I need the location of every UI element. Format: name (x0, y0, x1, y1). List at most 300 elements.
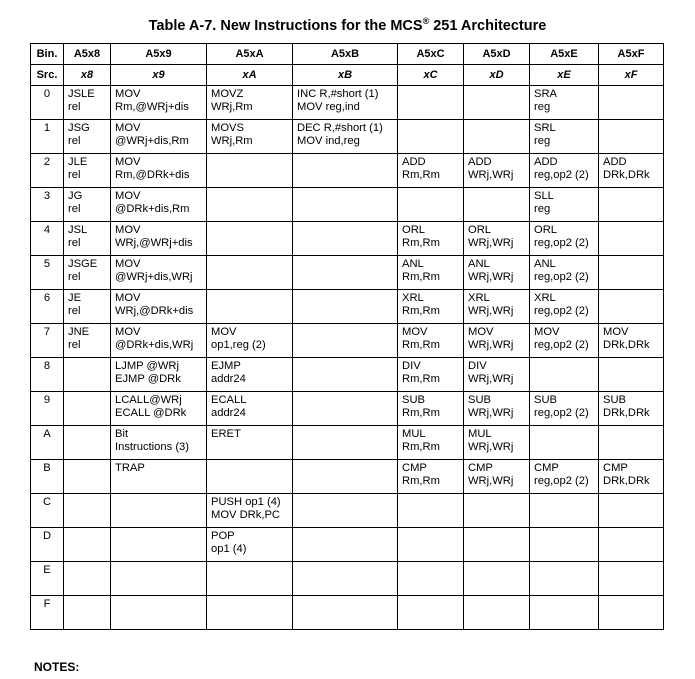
instruction-line: CMP (534, 462, 559, 474)
instruction-line: JSGE (68, 258, 98, 270)
opcode-cell (64, 290, 111, 324)
src-label: Src. (31, 65, 64, 86)
opcode-cell (599, 86, 664, 120)
instruction-line: WRj,Rm (211, 101, 253, 113)
instruction-line: JNE (68, 326, 90, 338)
table-row (31, 358, 664, 392)
bin-header-row (31, 44, 664, 65)
opcode-cell (599, 392, 664, 426)
bin-header-cell: A5xD (464, 44, 530, 65)
instruction-line: DEC R,#short (1) (297, 122, 383, 134)
instruction-line: SUB (603, 394, 627, 406)
opcode-cell (207, 562, 293, 596)
instruction-line: EJMP @DRk (115, 373, 181, 385)
opcode-cell (599, 256, 664, 290)
src-header-cell: xE (530, 65, 599, 86)
instruction-line: rel (68, 305, 81, 317)
instruction-line: MOV (115, 224, 141, 236)
opcode-cell (398, 290, 464, 324)
instruction-line: SRA (534, 88, 558, 100)
row-src-label: E (31, 562, 64, 596)
table-row (31, 562, 664, 596)
opcode-cell (293, 460, 398, 494)
opcode-cell (293, 86, 398, 120)
instruction-line: Rm,@WRj+dis (115, 101, 189, 113)
opcode-cell (64, 426, 111, 460)
opcode-cell (599, 596, 664, 630)
instruction-line: WRj,WRj (468, 407, 514, 419)
opcode-cell (464, 290, 530, 324)
opcode-cell (599, 494, 664, 528)
instruction-line: reg (534, 203, 551, 215)
instruction-line: JSG (68, 122, 90, 134)
row-src-label: 9 (31, 392, 64, 426)
opcode-cell (398, 392, 464, 426)
table-row (31, 324, 664, 358)
opcode-cell (530, 460, 599, 494)
instruction-line: EJMP (211, 360, 241, 372)
instruction-line: WRj,@WRj+dis (115, 237, 193, 249)
instruction-line: WRj,WRj (468, 441, 514, 453)
instruction-line: POP (211, 530, 235, 542)
opcode-cell (111, 120, 207, 154)
table-title-suffix: 251 Architecture (429, 17, 547, 34)
instruction-line: MOV reg,ind (297, 101, 360, 113)
table-row (31, 256, 664, 290)
opcode-cell (207, 528, 293, 562)
instruction-line: MOV (211, 326, 237, 338)
opcode-cell (111, 460, 207, 494)
instruction-line: reg,op2 (2) (534, 169, 589, 181)
opcode-cell (111, 290, 207, 324)
instruction-line: Rm,Rm (402, 237, 440, 249)
opcode-cell (293, 392, 398, 426)
instruction-line: WRj,WRj (468, 271, 514, 283)
opcode-cell (599, 358, 664, 392)
instruction-line: MOV DRk,PC (211, 509, 280, 521)
registered-mark: ® (422, 16, 430, 26)
instruction-line: XRL (468, 292, 490, 304)
src-header-cell: xC (398, 65, 464, 86)
instruction-line: WRj,WRj (468, 475, 514, 487)
instruction-line: MOV (115, 88, 141, 100)
instruction-line: addr24 (211, 373, 246, 385)
opcode-cell (398, 596, 464, 630)
instruction-line: DRk,DRk (603, 339, 650, 351)
opcode-cell (207, 256, 293, 290)
opcode-cell (293, 596, 398, 630)
instruction-line: MOVZ (211, 88, 244, 100)
opcode-cell (207, 222, 293, 256)
src-header-cell: xF (599, 65, 664, 86)
opcode-cell (64, 528, 111, 562)
instruction-line: ANL (468, 258, 490, 270)
opcode-cell (530, 528, 599, 562)
opcode-cell (599, 324, 664, 358)
opcode-cell (293, 120, 398, 154)
opcode-cell (64, 120, 111, 154)
row-src-label: 1 (31, 120, 64, 154)
instruction-line: ANL (402, 258, 424, 270)
instruction-line: rel (68, 237, 81, 249)
opcode-cell (64, 596, 111, 630)
opcode-cell (599, 528, 664, 562)
opcode-cell (464, 528, 530, 562)
bin-label: Bin. (31, 44, 64, 65)
instruction-line: XRL (402, 292, 424, 304)
opcode-cell (293, 154, 398, 188)
opcode-cell (464, 460, 530, 494)
instruction-line: CMP (402, 462, 427, 474)
opcode-cell (111, 528, 207, 562)
opcode-cell (530, 256, 599, 290)
opcode-map-table (30, 43, 664, 630)
opcode-cell (293, 528, 398, 562)
instruction-line: ANL (534, 258, 556, 270)
instruction-line: Rm,Rm (402, 271, 440, 283)
opcode-cell (207, 392, 293, 426)
opcode-cell (398, 562, 464, 596)
src-header-cell: xB (293, 65, 398, 86)
row-src-label: 6 (31, 290, 64, 324)
opcode-cell (599, 188, 664, 222)
instruction-line: DRk,DRk (603, 475, 650, 487)
src-header-cell: xA (207, 65, 293, 86)
opcode-cell (599, 154, 664, 188)
opcode-cell (530, 494, 599, 528)
opcode-cell (64, 460, 111, 494)
row-src-label: 3 (31, 188, 64, 222)
instruction-line: CMP (603, 462, 628, 474)
opcode-cell (398, 528, 464, 562)
opcode-cell (530, 290, 599, 324)
opcode-cell (64, 222, 111, 256)
opcode-cell (464, 324, 530, 358)
opcode-cell (464, 392, 530, 426)
opcode-cell (599, 290, 664, 324)
opcode-cell (207, 358, 293, 392)
instruction-line: Rm,Rm (402, 373, 440, 385)
opcode-cell (111, 358, 207, 392)
opcode-cell (398, 120, 464, 154)
instruction-line: ECALL (211, 394, 247, 406)
instruction-line: MUL (468, 428, 492, 440)
instruction-line: DIV (468, 360, 487, 372)
src-header-cell: x9 (111, 65, 207, 86)
opcode-cell (111, 86, 207, 120)
opcode-cell (64, 86, 111, 120)
instruction-line: MOV (534, 326, 560, 338)
instruction-line: ECALL @DRk (115, 407, 187, 419)
opcode-cell (398, 86, 464, 120)
opcode-cell (599, 426, 664, 460)
instruction-line: LCALL@WRj (115, 394, 182, 406)
opcode-cell (293, 426, 398, 460)
bin-header-cell: A5xE (530, 44, 599, 65)
instruction-line: INC R,#short (1) (297, 88, 379, 100)
instruction-line: Instructions (3) (115, 441, 189, 453)
instruction-line: @DRk+dis,Rm (115, 203, 190, 215)
opcode-cell (111, 392, 207, 426)
instruction-line: CMP (468, 462, 493, 474)
instruction-line: WRj,WRj (468, 237, 514, 249)
table-row (31, 222, 664, 256)
table-row (31, 86, 664, 120)
src-header-cell: xD (464, 65, 530, 86)
instruction-line: Rm,Rm (402, 475, 440, 487)
instruction-line: rel (68, 101, 81, 113)
opcode-cell (111, 426, 207, 460)
opcode-cell (64, 358, 111, 392)
instruction-line: ADD (468, 156, 492, 168)
row-src-label: 8 (31, 358, 64, 392)
opcode-cell (207, 324, 293, 358)
instruction-line: JLE (68, 156, 88, 168)
opcode-cell (293, 494, 398, 528)
opcode-cell (111, 188, 207, 222)
instruction-line: reg,op2 (2) (534, 407, 589, 419)
opcode-cell (64, 188, 111, 222)
opcode-cell (464, 358, 530, 392)
bin-header-cell: A5xB (293, 44, 398, 65)
instruction-line: reg,op2 (2) (534, 475, 589, 487)
opcode-cell (398, 460, 464, 494)
opcode-cell (530, 426, 599, 460)
instruction-line: MOV (115, 292, 141, 304)
instruction-line: DRk,DRk (603, 407, 650, 419)
instruction-line: JG (68, 190, 83, 202)
instruction-line: ERET (211, 428, 241, 440)
opcode-cell (293, 324, 398, 358)
instruction-line: reg (534, 101, 551, 113)
table-row (31, 426, 664, 460)
opcode-cell (111, 562, 207, 596)
instruction-line: addr24 (211, 407, 246, 419)
row-src-label: F (31, 596, 64, 630)
opcode-cell (464, 494, 530, 528)
opcode-cell (111, 324, 207, 358)
opcode-cell (398, 188, 464, 222)
opcode-cell (64, 392, 111, 426)
opcode-cell (207, 494, 293, 528)
instruction-line: TRAP (115, 462, 145, 474)
opcode-cell (464, 86, 530, 120)
opcode-cell (207, 460, 293, 494)
instruction-line: rel (68, 203, 81, 215)
opcode-cell (64, 324, 111, 358)
table-row (31, 392, 664, 426)
instruction-line: JE (68, 292, 82, 304)
opcode-cell (207, 120, 293, 154)
instruction-line: SRL (534, 122, 556, 134)
opcode-cell (530, 392, 599, 426)
instruction-line: LJMP @WRj (115, 360, 179, 372)
instruction-line: DIV (402, 360, 421, 372)
instruction-line: WRj,WRj (468, 305, 514, 317)
instruction-line: MOV ind,reg (297, 135, 360, 147)
instruction-line: WRj,@DRk+dis (115, 305, 194, 317)
instruction-line: Bit (115, 428, 129, 440)
opcode-cell (464, 154, 530, 188)
instruction-line: WRj,WRj (468, 169, 514, 181)
opcode-cell (207, 596, 293, 630)
row-src-label: 0 (31, 86, 64, 120)
opcode-cell (64, 494, 111, 528)
instruction-line: JSL (68, 224, 88, 236)
table-row (31, 528, 664, 562)
instruction-line: SLL (534, 190, 554, 202)
bin-header-cell: A5x8 (64, 44, 111, 65)
opcode-cell (398, 256, 464, 290)
opcode-cell (293, 290, 398, 324)
opcode-cell (530, 120, 599, 154)
opcode-cell (111, 596, 207, 630)
instruction-line: ADD (402, 156, 426, 168)
opcode-cell (111, 494, 207, 528)
opcode-cell (293, 562, 398, 596)
instruction-line: DRk,DRk (603, 169, 650, 181)
opcode-cell (207, 426, 293, 460)
bin-header-cell: A5xA (207, 44, 293, 65)
opcode-cell (398, 154, 464, 188)
instruction-line: rel (68, 135, 81, 147)
opcode-cell (64, 562, 111, 596)
instruction-line: MOV (115, 190, 141, 202)
instruction-line: MOV (115, 122, 141, 134)
bin-header-cell: A5x9 (111, 44, 207, 65)
opcode-cell (398, 222, 464, 256)
instruction-line: WRj,WRj (468, 339, 514, 351)
instruction-line: reg,op2 (2) (534, 305, 589, 317)
instruction-line: ORL (534, 224, 558, 236)
opcode-cell (464, 188, 530, 222)
row-src-label: 4 (31, 222, 64, 256)
instruction-line: Rm,@DRk+dis (115, 169, 190, 181)
opcode-cell (599, 222, 664, 256)
src-header-cell: x8 (64, 65, 111, 86)
instruction-line: Rm,Rm (402, 305, 440, 317)
instruction-line: ADD (603, 156, 627, 168)
instruction-line: XRL (534, 292, 556, 304)
opcode-cell (464, 222, 530, 256)
src-header-row (31, 65, 664, 86)
opcode-cell (293, 188, 398, 222)
table-row (31, 596, 664, 630)
instruction-line: ORL (402, 224, 426, 236)
opcode-cell (464, 256, 530, 290)
row-src-label: C (31, 494, 64, 528)
instruction-line: SUB (534, 394, 558, 406)
opcode-cell (293, 358, 398, 392)
instruction-line: op1,reg (2) (211, 339, 266, 351)
instruction-line: SUB (468, 394, 492, 406)
table-row (31, 494, 664, 528)
opcode-cell (111, 256, 207, 290)
table-row (31, 460, 664, 494)
opcode-cell (464, 426, 530, 460)
opcode-cell (464, 562, 530, 596)
opcode-cell (530, 86, 599, 120)
instruction-line: MOV (603, 326, 629, 338)
notes-label: NOTES: (34, 660, 80, 674)
opcode-cell (398, 358, 464, 392)
bin-header-cell: A5xF (599, 44, 664, 65)
instruction-line: PUSH op1 (4) (211, 496, 281, 508)
instruction-line: rel (68, 271, 81, 283)
opcode-cell (111, 154, 207, 188)
opcode-cell (398, 426, 464, 460)
instruction-line: op1 (4) (211, 543, 247, 555)
instruction-line: @WRj+dis,WRj (115, 271, 193, 283)
opcode-cell (398, 494, 464, 528)
opcode-cell (207, 86, 293, 120)
row-src-label: 2 (31, 154, 64, 188)
opcode-cell (530, 188, 599, 222)
table-title (0, 16, 695, 34)
table-row (31, 154, 664, 188)
row-src-label: 7 (31, 324, 64, 358)
opcode-cell (530, 358, 599, 392)
opcode-cell (293, 256, 398, 290)
opcode-cell (599, 120, 664, 154)
bin-header-cell: A5xC (398, 44, 464, 65)
instruction-line: rel (68, 339, 81, 351)
opcode-cell (207, 290, 293, 324)
instruction-line: reg,op2 (2) (534, 237, 589, 249)
instruction-line: reg,op2 (2) (534, 339, 589, 351)
instruction-line: MOV (115, 156, 141, 168)
opcode-cell (530, 596, 599, 630)
opcode-cell (599, 562, 664, 596)
instruction-line: WRj,Rm (211, 135, 253, 147)
instruction-line: MOVS (211, 122, 244, 134)
table-row (31, 290, 664, 324)
opcode-cell (111, 222, 207, 256)
instruction-line: MUL (402, 428, 426, 440)
instruction-line: ORL (468, 224, 492, 236)
opcode-cell (464, 120, 530, 154)
instruction-line: reg,op2 (2) (534, 271, 589, 283)
instruction-line: ADD (534, 156, 558, 168)
opcode-cell (530, 222, 599, 256)
opcode-cell (207, 154, 293, 188)
instruction-line: Rm,Rm (402, 169, 440, 181)
opcode-cell (398, 324, 464, 358)
table-body (31, 86, 664, 630)
instruction-line: MOV (115, 326, 141, 338)
row-src-label: A (31, 426, 64, 460)
table-row (31, 120, 664, 154)
instruction-line: @WRj+dis,Rm (115, 135, 189, 147)
table-row (31, 188, 664, 222)
opcode-cell (207, 188, 293, 222)
opcode-cell (530, 154, 599, 188)
instruction-line: Rm,Rm (402, 407, 440, 419)
opcode-cell (530, 562, 599, 596)
opcode-cell (64, 154, 111, 188)
table-title-prefix: Table A-7. New Instructions for the MCS (148, 17, 423, 34)
instruction-line: SUB (402, 394, 426, 406)
opcode-cell (64, 256, 111, 290)
instruction-line: Rm,Rm (402, 339, 440, 351)
opcode-cell (293, 222, 398, 256)
row-src-label: B (31, 460, 64, 494)
instruction-line: WRj,WRj (468, 373, 514, 385)
row-src-label: 5 (31, 256, 64, 290)
instruction-line: Rm,Rm (402, 441, 440, 453)
instruction-line: MOV (115, 258, 141, 270)
opcode-cell (464, 596, 530, 630)
